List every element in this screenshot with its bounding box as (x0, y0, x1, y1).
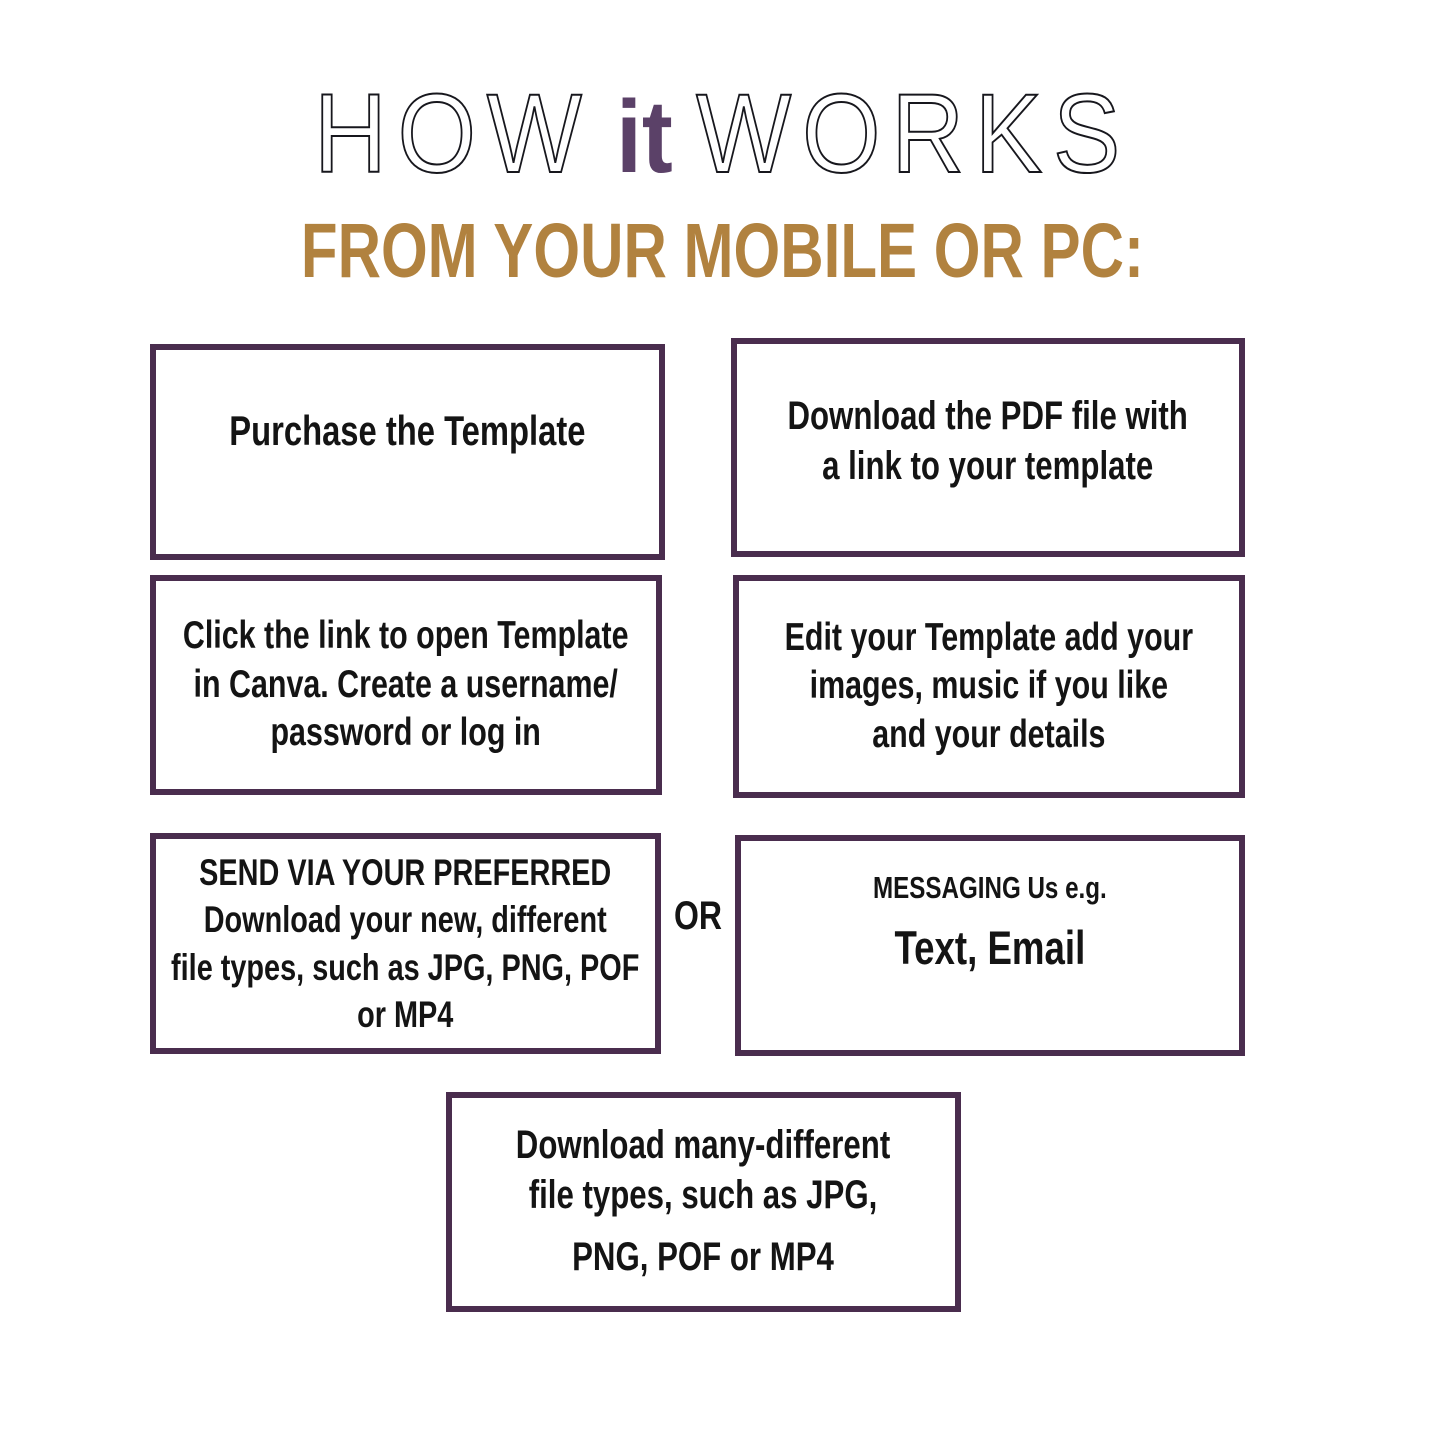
step-text: Edit your Template add your (784, 615, 1194, 659)
step-text: PNG, POF or MP4 (572, 1235, 835, 1280)
step-text: Text, Email (894, 921, 1086, 975)
page-subtitle (0, 208, 1445, 294)
step-text: Purchase the Template (229, 406, 586, 454)
step-text: SEND VIA YOUR PREFERRED (199, 851, 612, 893)
step-box-purchase-template (150, 344, 665, 560)
page-title (72, 71, 1373, 196)
step-box-messaging (735, 835, 1245, 1056)
step-text: in Canva. Create a username/ (193, 662, 619, 706)
step-text: Download your new, different (204, 899, 607, 941)
or-connector-label (661, 896, 735, 936)
title-word-works: WORKS (696, 71, 1131, 196)
step-text: Download the PDF file with (787, 393, 1189, 438)
title-word-it: it (616, 79, 673, 194)
step-box-open-in-canva (150, 575, 662, 795)
step-box-download-many-file-types (446, 1092, 961, 1312)
step-text: file types, such as JPG, PNG, POF (171, 946, 640, 988)
step-box-download-pdf (731, 338, 1245, 557)
step-text: and your details (872, 712, 1106, 756)
step-text: file types, such as JPG, (529, 1172, 878, 1217)
step-text: password or log in (270, 711, 542, 755)
step-box-send-via-preferred (150, 833, 661, 1054)
step-text: Click the link to open Template (183, 614, 629, 658)
step-text: Download many-different (516, 1123, 891, 1168)
subtitle-text: FROM YOUR MOBILE OR PC: (300, 208, 1145, 294)
title-word-how: HOW (313, 71, 593, 196)
or-text: OR (674, 894, 722, 938)
step-text: or MP4 (357, 993, 454, 1035)
step-box-edit-template (733, 575, 1245, 798)
step-text: images, music if you like (809, 664, 1169, 708)
step-heading: MESSAGING Us e.g. (873, 870, 1107, 905)
step-text: a link to your template (822, 443, 1154, 488)
